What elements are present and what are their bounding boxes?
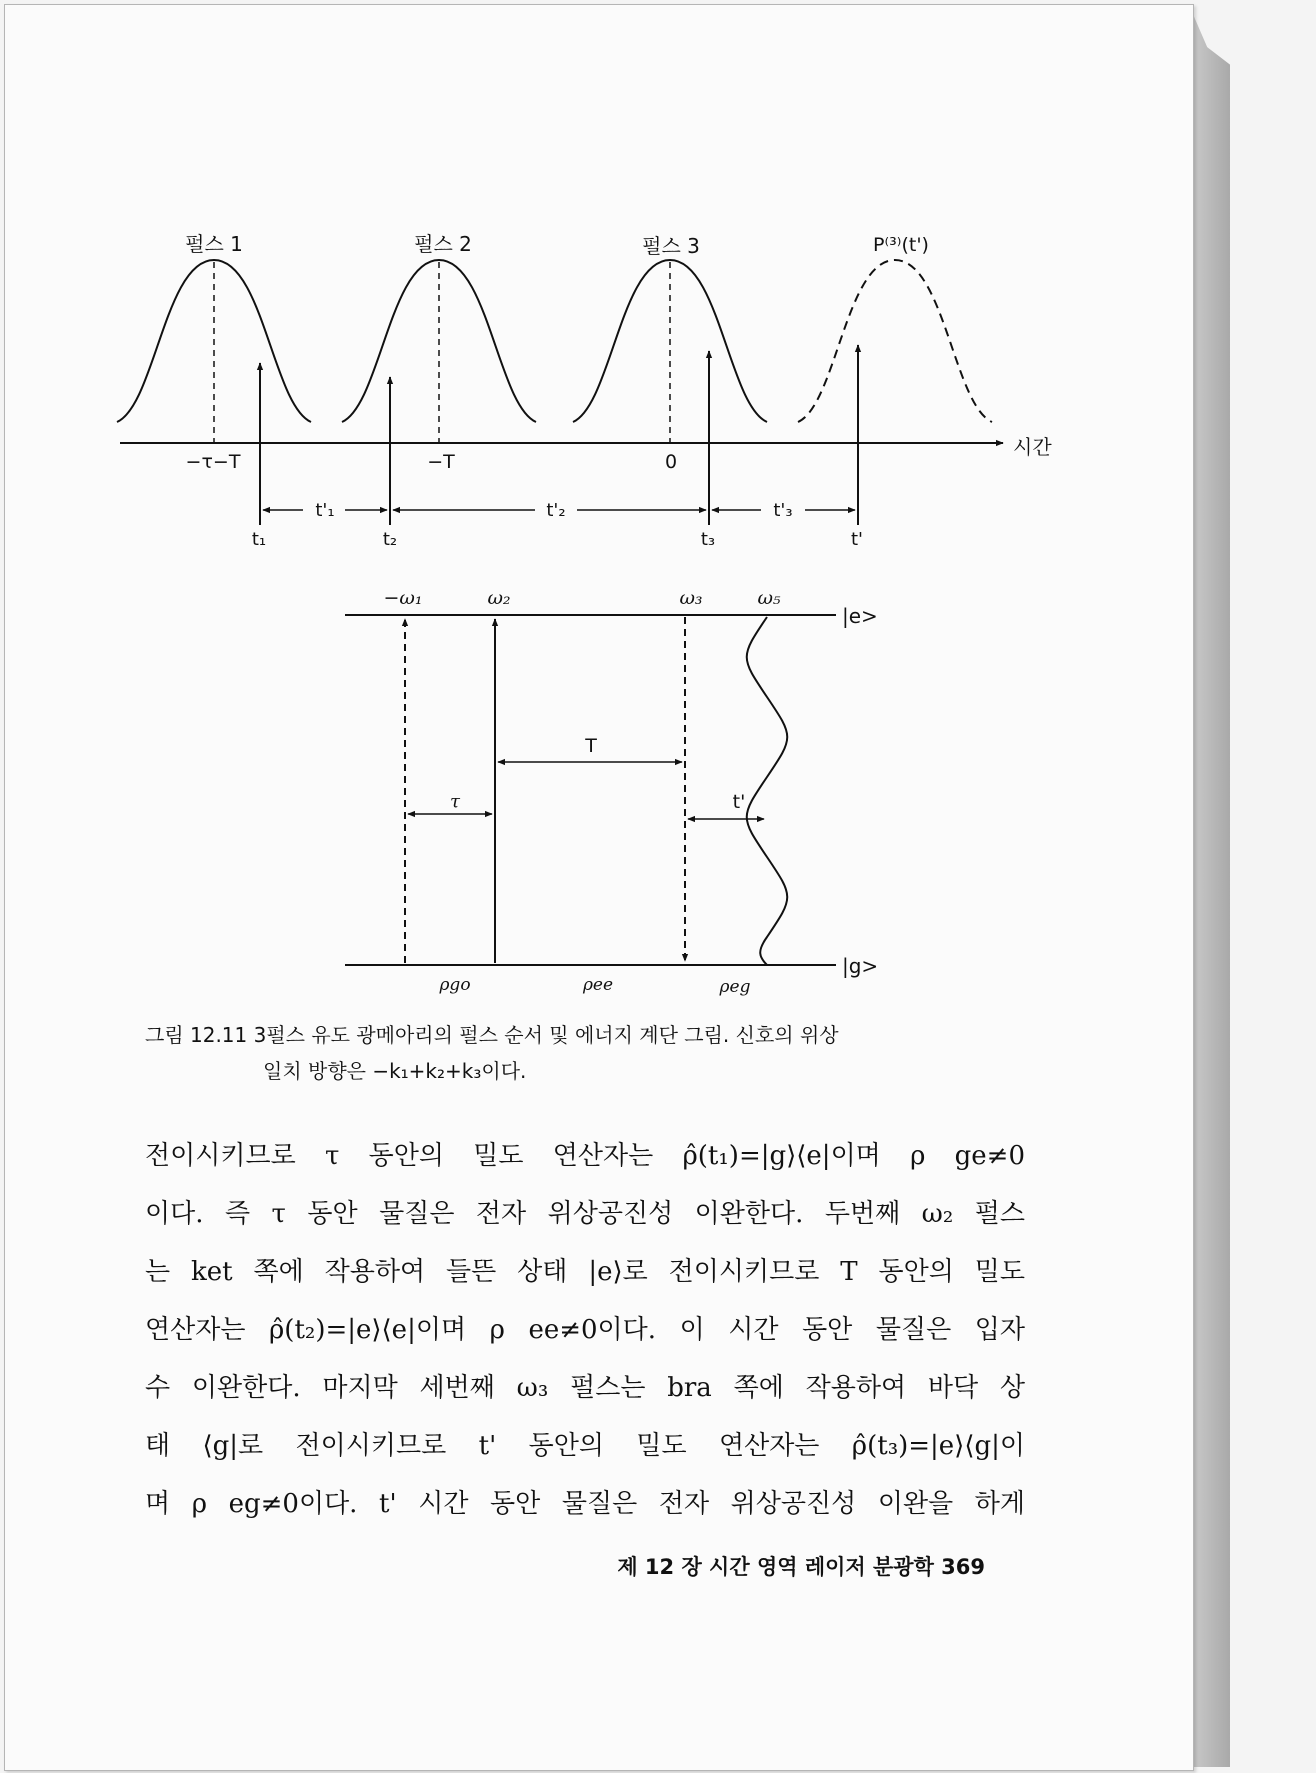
- rho-ee-label: ρee: [582, 975, 614, 995]
- excited-state-label: |e>: [842, 604, 878, 628]
- body-line: 전이시키므로 τ 동안의 밀도 연산자는 ρ̂(t₁)=|g⟩⟨e|이며 ρ ge≠0: [145, 1141, 1025, 1171]
- body-line: 이다. 즉 τ 동안 물질은 전자 위상공진성 이완한다. 두번째 ω₂ 펄스: [145, 1199, 1025, 1229]
- page-edge: [1192, 12, 1230, 1767]
- body-line: 태 ⟨g|로 전이시키므로 t' 동안의 밀도 연산자는 ρ̂(t₃)=|e⟩⟨g|이: [145, 1431, 1025, 1461]
- tick-tau-minus-t: −τ−T: [185, 451, 241, 473]
- body-line: 연산자는 ρ̂(t₂)=|e⟩⟨e|이며 ρ ee≠0이다. 이 시간 동안 물질은 입자: [145, 1315, 1025, 1345]
- pulse-3-label: 펄스 3: [642, 234, 700, 258]
- body-line: 며 ρ eg≠0이다. t' 시간 동안 물질은 전자 위상공진성 이완을 하게: [145, 1489, 1025, 1519]
- body-line: 수 이완한다. 마지막 세번째 ω₃ 펄스는 bra 쪽에 작용하여 바닥 상: [145, 1373, 1025, 1403]
- T-label: T: [585, 735, 597, 757]
- omega2-label: ω₂: [487, 587, 511, 609]
- rho-eg-label: ρeg: [719, 977, 751, 997]
- interval-2-label: t'₂: [546, 500, 566, 521]
- omega3-label: ω₃: [679, 587, 703, 609]
- time-axis-label: 시간: [1013, 435, 1052, 459]
- tick-zero: 0: [664, 451, 678, 473]
- pulse-1-label: 펄스 1: [185, 232, 243, 256]
- omega5-label: ω₅: [757, 587, 781, 609]
- body-paragraph: [145, 1127, 1025, 1533]
- t1-label: t₁: [251, 529, 267, 550]
- interval-1-label: t'₁: [315, 500, 335, 521]
- tick-minus-t: −T: [427, 451, 455, 473]
- rho-go-label: ρgo: [439, 975, 471, 995]
- signal-curve: [798, 260, 992, 422]
- caption-line-1: 그림 12.11 3펄스 유도 광메아리의 펄스 순서 및 에너지 계단 그림. 신호의 위상: [145, 1023, 839, 1047]
- book-page: [4, 4, 1194, 1771]
- tau-label: τ: [450, 791, 460, 812]
- interval-3-label: t'₃: [773, 500, 793, 521]
- signal-label: P⁽³⁾(t'): [873, 234, 929, 256]
- pulse-2-label: 펄스 2: [414, 232, 472, 256]
- ground-state-label: |g>: [842, 954, 879, 978]
- caption-line-2: 일치 방향은 −k₁+k₂+k₃이다.: [263, 1059, 527, 1083]
- pulse-sequence-figure: [5, 5, 1193, 1005]
- body-line: 는 ket 쪽에 작용하여 들뜬 상태 |e⟩로 전이시키므로 T 동안의 밀도: [145, 1257, 1025, 1287]
- t2-label: t₂: [382, 529, 398, 550]
- tprime-delay-label: t': [732, 791, 746, 813]
- figure-caption: [145, 1017, 1025, 1089]
- omega5-signal-wave: [747, 617, 788, 965]
- page-footer: 제 12 장 시간 영역 레이저 분광학 369: [617, 1555, 985, 1579]
- omega1-label: −ω₁: [383, 587, 423, 609]
- t3-label: t₃: [700, 529, 716, 550]
- tprime-label: t': [850, 529, 864, 550]
